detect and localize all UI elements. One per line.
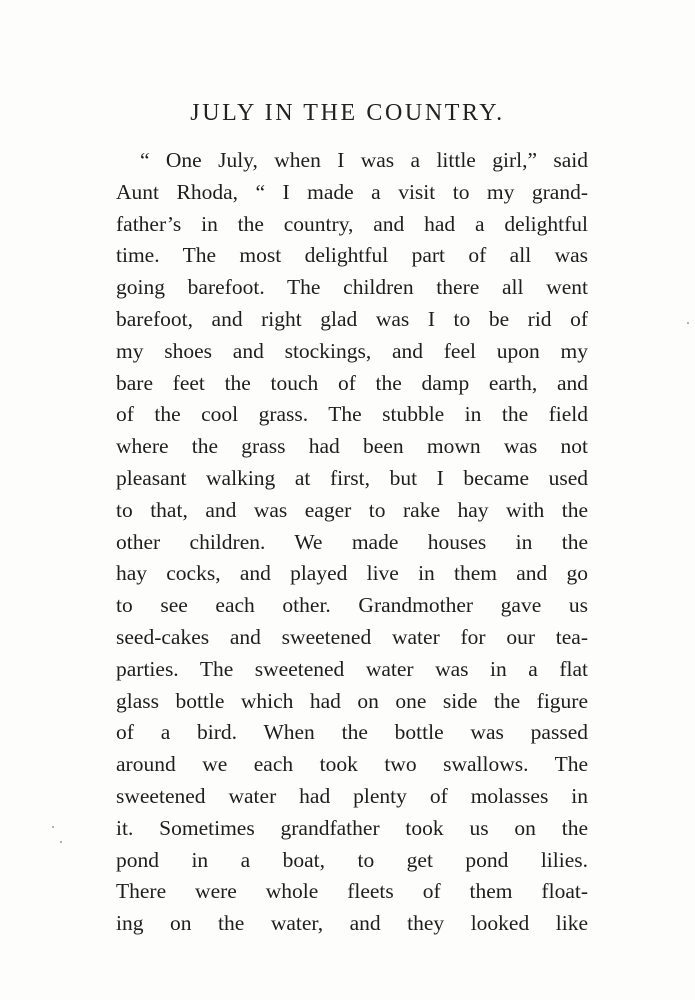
- text-line: There were whole fleets of them float-: [116, 879, 588, 904]
- text-line: pleasant walking at first, but I became used: [116, 465, 588, 490]
- paper-speck: [60, 841, 62, 843]
- text-line: hay cocks, and played live in them and go: [116, 561, 588, 586]
- text-line: of a bird. When the bottle was passed: [116, 720, 588, 745]
- text-line: barefoot, and right glad was I to be rid of: [116, 306, 588, 331]
- text-line: parties. The sweetened water was in a flat: [116, 656, 588, 681]
- text-line: to that, and was eager to rake hay with the: [116, 497, 588, 522]
- text-line: it. Sometimes grandfather took us on the: [116, 815, 588, 840]
- paper-speck: [52, 826, 54, 828]
- text-line: seed-cakes and sweetened water for our tea-: [116, 624, 588, 649]
- text-line: “ One July, when I was a little girl,” said: [140, 148, 588, 172]
- text-line: ing on the water, and they looked like: [116, 911, 588, 936]
- chapter-title: JULY IN THE COUNTRY.: [190, 100, 505, 126]
- text-line: around we each took two swallows. The: [116, 752, 588, 777]
- paper-speck: [687, 322, 689, 324]
- text-line: my shoes and stockings, and feel upon my: [116, 338, 588, 363]
- text-line: sweetened water had plenty of molasses in: [116, 783, 588, 808]
- text-line: father’s in the country, and had a delightful: [116, 211, 588, 236]
- text-line: other children. We made houses in the: [116, 529, 588, 554]
- text-line: bare feet the touch of the damp earth, and: [116, 370, 588, 395]
- text-line: going barefoot. The children there all went: [116, 275, 588, 300]
- body-text: [116, 145, 588, 940]
- text-line: glass bottle which had on one side the figure: [116, 688, 588, 713]
- text-line: time. The most delightful part of all was: [116, 243, 588, 268]
- text-line: where the grass had been mown was not: [116, 434, 588, 459]
- text-line: of the cool grass. The stubble in the field: [116, 402, 588, 427]
- text-line: Aunt Rhoda, “ I made a visit to my grand-: [116, 179, 588, 204]
- text-line: to see each other. Grandmother gave us: [116, 593, 588, 618]
- text-line: pond in a boat, to get pond lilies.: [116, 847, 588, 872]
